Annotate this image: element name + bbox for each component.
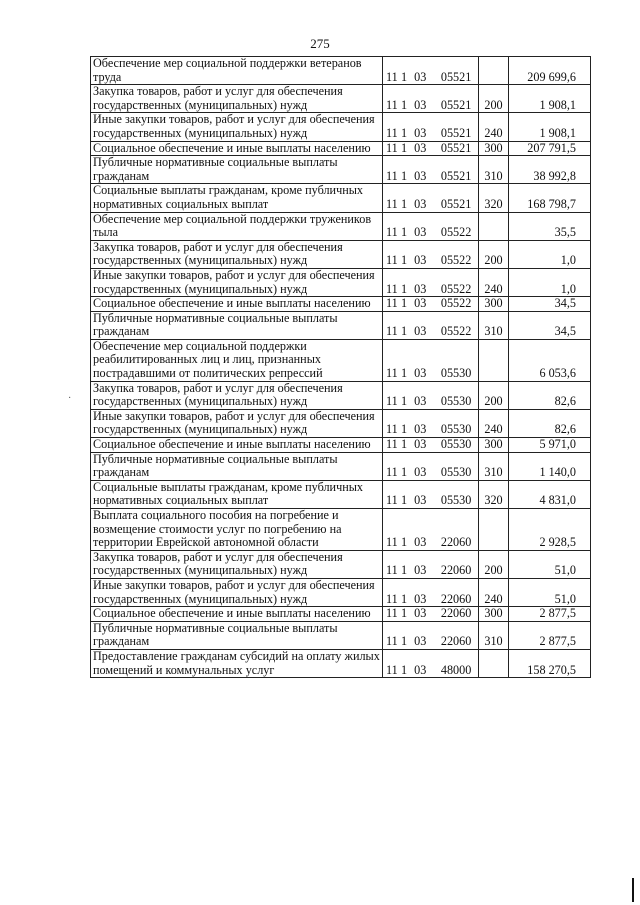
- code-part-2: 1: [401, 662, 408, 677]
- row-sum: 1,0: [509, 240, 591, 268]
- row-code: [383, 156, 479, 184]
- row-expense-type: [479, 509, 509, 551]
- row-code: [383, 268, 479, 296]
- code-part-4: 05521: [440, 125, 472, 140]
- code-part-1: 11: [386, 296, 398, 311]
- row-expense-type: 310: [479, 156, 509, 184]
- code-part-4: 05530: [440, 437, 472, 452]
- row-sum: 6 053,6: [509, 339, 591, 381]
- code-part-3: 03: [414, 535, 427, 550]
- code-part-4: 05530: [440, 366, 472, 381]
- row-code: [383, 509, 479, 551]
- code-part-3: 03: [414, 196, 427, 211]
- row-name: Обеспечение мер социальной поддержки реабилитированных лиц и лиц, признанных пострадавшими от политических репрессий: [91, 339, 383, 381]
- code-part-2: 1: [401, 535, 408, 550]
- row-sum: 1 908,1: [509, 85, 591, 113]
- code-part-4: 05522: [440, 225, 472, 240]
- code-part-2: 1: [401, 422, 408, 437]
- row-code: [383, 212, 479, 240]
- code-part-2: 1: [401, 634, 408, 649]
- row-name: Публичные нормативные социальные выплаты гражданам: [91, 621, 383, 649]
- row-name: Социальное обеспечение и иные выплаты населению: [91, 141, 383, 156]
- row-sum: 1 908,1: [509, 113, 591, 141]
- row-expense-type: [479, 212, 509, 240]
- code-part-1: 11: [386, 465, 398, 480]
- code-part-2: 1: [401, 591, 408, 606]
- row-name: Социальное обеспечение и иные выплаты населению: [91, 607, 383, 622]
- table-row: [91, 480, 591, 508]
- row-expense-type: 240: [479, 409, 509, 437]
- code-part-2: 1: [401, 394, 408, 409]
- page-number: 275: [310, 36, 330, 51]
- row-code: [383, 607, 479, 622]
- row-code: [383, 184, 479, 212]
- table-row: [91, 649, 591, 677]
- row-expense-type: [479, 339, 509, 381]
- row-expense-type: 320: [479, 184, 509, 212]
- row-sum: 2 877,5: [509, 621, 591, 649]
- row-name: Социальное обеспечение и иные выплаты населению: [91, 297, 383, 312]
- row-name: Предоставление гражданам субсидий на оплату жилых помещений и коммунальных услуг: [91, 649, 383, 677]
- row-expense-type: 320: [479, 480, 509, 508]
- scan-edge-mark: [632, 878, 634, 902]
- row-sum: 1 140,0: [509, 452, 591, 480]
- row-code: [383, 649, 479, 677]
- code-part-1: 11: [386, 324, 398, 339]
- row-name: Закупка товаров, работ и услуг для обеспечения государственных (муниципальных) нужд: [91, 550, 383, 578]
- code-part-3: 03: [414, 634, 427, 649]
- code-part-2: 1: [401, 465, 408, 480]
- code-part-1: 11: [386, 196, 398, 211]
- code-part-1: 11: [386, 168, 398, 183]
- row-code: [383, 311, 479, 339]
- row-name: Обеспечение мер социальной поддержки ветеранов труда: [91, 57, 383, 85]
- row-sum: 35,5: [509, 212, 591, 240]
- row-sum: 51,0: [509, 550, 591, 578]
- code-part-3: 03: [414, 366, 427, 381]
- row-expense-type: 300: [479, 297, 509, 312]
- code-part-2: 1: [401, 97, 408, 112]
- table-row: [91, 409, 591, 437]
- code-part-1: 11: [386, 563, 398, 578]
- code-part-3: 03: [414, 662, 427, 677]
- row-code: [383, 57, 479, 85]
- row-sum: 38 992,8: [509, 156, 591, 184]
- row-expense-type: 240: [479, 578, 509, 606]
- code-part-2: 1: [401, 141, 408, 155]
- row-sum: 1,0: [509, 268, 591, 296]
- code-part-1: 11: [386, 634, 398, 649]
- row-expense-type: 240: [479, 113, 509, 141]
- code-part-3: 03: [414, 324, 427, 339]
- table-row: [91, 452, 591, 480]
- code-part-3: 03: [414, 253, 427, 268]
- row-sum: 34,5: [509, 311, 591, 339]
- code-part-2: 1: [401, 324, 408, 339]
- table-row: [91, 339, 591, 381]
- row-name: Публичные нормативные социальные выплаты гражданам: [91, 452, 383, 480]
- row-name: Иные закупки товаров, работ и услуг для обеспечения государственных (муниципальных) нужд: [91, 409, 383, 437]
- code-part-2: 1: [401, 493, 408, 508]
- table-row: [91, 550, 591, 578]
- row-expense-type: 300: [479, 141, 509, 156]
- row-sum: 207 791,5: [509, 141, 591, 156]
- code-part-2: 1: [401, 366, 408, 381]
- code-part-4: 05530: [440, 493, 472, 508]
- row-expense-type: 300: [479, 607, 509, 622]
- row-expense-type: 310: [479, 452, 509, 480]
- row-name: Публичные нормативные социальные выплаты гражданам: [91, 156, 383, 184]
- row-expense-type: [479, 649, 509, 677]
- row-expense-type: 310: [479, 621, 509, 649]
- row-name: Закупка товаров, работ и услуг для обеспечения государственных (муниципальных) нужд: [91, 381, 383, 409]
- row-sum: 158 270,5: [509, 649, 591, 677]
- code-part-3: 03: [414, 296, 427, 311]
- row-sum: 82,6: [509, 409, 591, 437]
- row-sum: 2 877,5: [509, 607, 591, 622]
- table-row: [91, 297, 591, 312]
- table-row: [91, 141, 591, 156]
- code-part-1: 11: [386, 69, 398, 84]
- table-row: [91, 85, 591, 113]
- code-part-1: 11: [386, 141, 398, 155]
- table-row: [91, 381, 591, 409]
- code-part-2: 1: [401, 225, 408, 240]
- code-part-2: 1: [401, 253, 408, 268]
- code-part-4: 48000: [440, 662, 472, 677]
- code-part-3: 03: [414, 141, 427, 155]
- row-expense-type: 200: [479, 85, 509, 113]
- code-part-1: 11: [386, 281, 398, 296]
- row-name: Обеспечение мер социальной поддержки тружеников тыла: [91, 212, 383, 240]
- code-part-2: 1: [401, 281, 408, 296]
- code-part-4: 05521: [440, 69, 472, 84]
- row-expense-type: 200: [479, 240, 509, 268]
- code-part-3: 03: [414, 606, 427, 621]
- code-part-1: 11: [386, 437, 398, 452]
- code-part-2: 1: [401, 296, 408, 311]
- table-row: [91, 621, 591, 649]
- code-part-3: 03: [414, 465, 427, 480]
- code-part-1: 11: [386, 422, 398, 437]
- code-part-2: 1: [401, 125, 408, 140]
- row-sum: 51,0: [509, 578, 591, 606]
- code-part-4: 22060: [440, 634, 472, 649]
- code-part-4: 05522: [440, 281, 472, 296]
- row-name: Закупка товаров, работ и услуг для обеспечения государственных (муниципальных) нужд: [91, 240, 383, 268]
- row-expense-type: 300: [479, 438, 509, 453]
- row-code: [383, 550, 479, 578]
- row-code: [383, 339, 479, 381]
- row-code: [383, 141, 479, 156]
- row-code: [383, 297, 479, 312]
- table-row: [91, 438, 591, 453]
- row-code: [383, 240, 479, 268]
- code-part-3: 03: [414, 563, 427, 578]
- code-part-2: 1: [401, 563, 408, 578]
- table-row: [91, 268, 591, 296]
- code-part-1: 11: [386, 606, 398, 621]
- code-part-3: 03: [414, 437, 427, 452]
- row-expense-type: [479, 57, 509, 85]
- code-part-3: 03: [414, 394, 427, 409]
- row-sum: 5 971,0: [509, 438, 591, 453]
- code-part-4: 05522: [440, 253, 472, 268]
- code-part-3: 03: [414, 591, 427, 606]
- code-part-1: 11: [386, 97, 398, 112]
- row-name: Публичные нормативные социальные выплаты гражданам: [91, 311, 383, 339]
- row-sum: 4 831,0: [509, 480, 591, 508]
- table-row: [91, 156, 591, 184]
- table-row: [91, 311, 591, 339]
- code-part-4: 05530: [440, 394, 472, 409]
- code-part-2: 1: [401, 168, 408, 183]
- code-part-1: 11: [386, 394, 398, 409]
- code-part-4: 05521: [440, 97, 472, 112]
- code-part-4: 05530: [440, 465, 472, 480]
- table-row: [91, 57, 591, 85]
- table-row: [91, 509, 591, 551]
- code-part-1: 11: [386, 591, 398, 606]
- code-part-4: 22060: [440, 563, 472, 578]
- row-code: [383, 480, 479, 508]
- row-name: Выплата социального пособия на погребение и возмещение стоимости услуг по погребению на территории Еврейской автономной области: [91, 509, 383, 551]
- row-name: Социальные выплаты гражданам, кроме публичных нормативных социальных выплат: [91, 480, 383, 508]
- code-part-3: 03: [414, 493, 427, 508]
- code-part-4: 05521: [440, 196, 472, 211]
- table-row: [91, 184, 591, 212]
- row-code: [383, 621, 479, 649]
- row-name: Закупка товаров, работ и услуг для обеспечения государственных (муниципальных) нужд: [91, 85, 383, 113]
- code-part-4: 22060: [440, 591, 472, 606]
- code-part-2: 1: [401, 196, 408, 211]
- code-part-3: 03: [414, 168, 427, 183]
- code-part-4: 05521: [440, 168, 472, 183]
- code-part-3: 03: [414, 125, 427, 140]
- row-code: [383, 381, 479, 409]
- budget-table: [90, 56, 591, 678]
- code-part-4: 22060: [440, 606, 472, 621]
- row-sum: 34,5: [509, 297, 591, 312]
- row-name: Иные закупки товаров, работ и услуг для обеспечения государственных (муниципальных) нужд: [91, 578, 383, 606]
- row-name: Иные закупки товаров, работ и услуг для обеспечения государственных (муниципальных) нужд: [91, 113, 383, 141]
- code-part-4: 05522: [440, 296, 472, 311]
- row-sum: 2 928,5: [509, 509, 591, 551]
- table-row: [91, 212, 591, 240]
- row-sum: 168 798,7: [509, 184, 591, 212]
- table-row: [91, 240, 591, 268]
- row-expense-type: 310: [479, 311, 509, 339]
- table-row: [91, 578, 591, 606]
- row-code: [383, 452, 479, 480]
- code-part-2: 1: [401, 69, 408, 84]
- row-code: [383, 578, 479, 606]
- scan-mark: ·: [68, 393, 72, 404]
- code-part-1: 11: [386, 253, 398, 268]
- code-part-2: 1: [401, 437, 408, 452]
- row-code: [383, 438, 479, 453]
- code-part-1: 11: [386, 493, 398, 508]
- code-part-3: 03: [414, 225, 427, 240]
- code-part-2: 1: [401, 606, 408, 621]
- row-expense-type: 240: [479, 268, 509, 296]
- row-expense-type: 200: [479, 550, 509, 578]
- table-row: [91, 113, 591, 141]
- code-part-4: 05522: [440, 324, 472, 339]
- budget-table-body: [91, 57, 591, 678]
- row-sum: 82,6: [509, 381, 591, 409]
- code-part-3: 03: [414, 281, 427, 296]
- row-name: Иные закупки товаров, работ и услуг для обеспечения государственных (муниципальных) нужд: [91, 268, 383, 296]
- code-part-3: 03: [414, 69, 427, 84]
- row-code: [383, 113, 479, 141]
- code-part-1: 11: [386, 535, 398, 550]
- row-sum: 209 699,6: [509, 57, 591, 85]
- code-part-1: 11: [386, 366, 398, 381]
- code-part-1: 11: [386, 125, 398, 140]
- code-part-1: 11: [386, 662, 398, 677]
- code-part-3: 03: [414, 422, 427, 437]
- row-name: Социальные выплаты гражданам, кроме публичных нормативных социальных выплат: [91, 184, 383, 212]
- row-code: [383, 85, 479, 113]
- row-name: Социальное обеспечение и иные выплаты населению: [91, 438, 383, 453]
- code-part-4: 05530: [440, 422, 472, 437]
- row-expense-type: 200: [479, 381, 509, 409]
- table-row: [91, 607, 591, 622]
- code-part-1: 11: [386, 225, 398, 240]
- code-part-3: 03: [414, 97, 427, 112]
- row-code: [383, 409, 479, 437]
- code-part-4: 05521: [440, 141, 472, 155]
- code-part-4: 22060: [440, 535, 472, 550]
